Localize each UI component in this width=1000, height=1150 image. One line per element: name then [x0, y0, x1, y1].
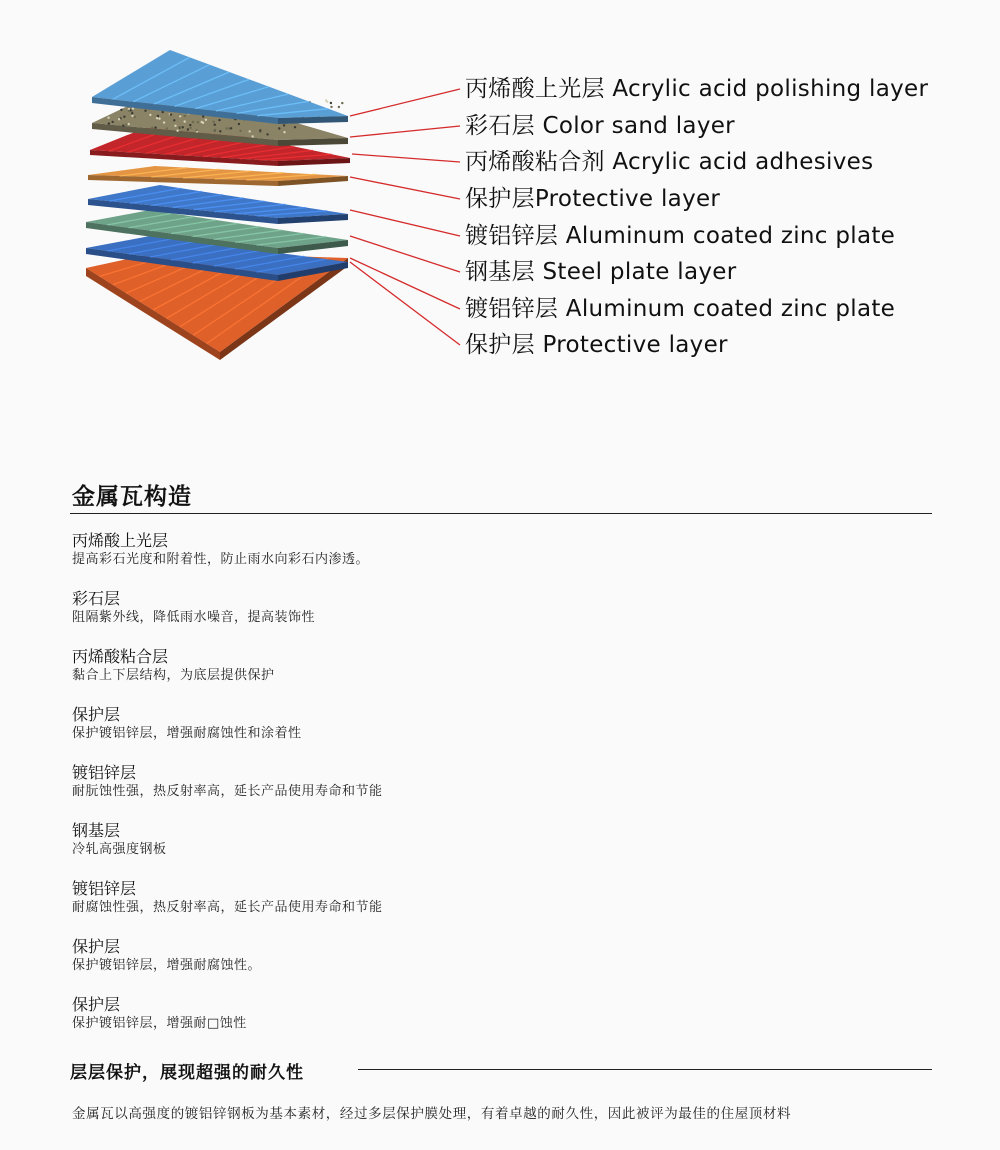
- sand-speck: [118, 118, 120, 120]
- layer-description: 保护镀铝锌层，增强耐腐蚀性和涂着性: [72, 726, 302, 741]
- sand-speck: [163, 121, 165, 123]
- sand-speck: [239, 130, 241, 132]
- sand-speck: [122, 125, 124, 127]
- sand-speck: [189, 124, 191, 126]
- sand-speck: [195, 129, 197, 131]
- layer-description-item: [72, 937, 932, 995]
- sand-speck: [283, 124, 285, 126]
- layer-description: 保护镀铝锌层，增强耐□蚀性: [72, 1016, 247, 1031]
- sand-speck: [131, 115, 133, 117]
- leader-line: [350, 236, 460, 272]
- layer-sheet-4: [88, 166, 348, 186]
- sand-speck: [134, 116, 136, 118]
- sand-speck: [144, 110, 146, 112]
- sand-speck: [202, 115, 204, 117]
- layer-name: 丙烯酸上光层: [72, 531, 169, 550]
- section-title: 金属瓦构造: [72, 484, 192, 510]
- sand-speck: [128, 123, 130, 125]
- layer-description: 提高彩石光度和附着性，防止雨水向彩石内渗透。: [72, 552, 370, 567]
- sand-speck: [338, 106, 340, 108]
- layer-label: 钢基层 Steel plate layer: [465, 259, 737, 285]
- layer-label: 丙烯酸粘合剂 Acrylic acid adhesives: [465, 149, 874, 175]
- sand-speck: [123, 116, 125, 118]
- layer-description: 黏合上下层结构，为底层提供保护: [72, 668, 275, 683]
- layer-description-item: [72, 589, 932, 647]
- sand-speck: [201, 121, 203, 123]
- sand-speck: [251, 135, 253, 137]
- sand-speck: [205, 119, 207, 121]
- sand-speck: [330, 102, 332, 104]
- layer-description-list: [72, 531, 932, 1053]
- layer-label: 镀铝锌层 Aluminum coated zinc plate: [465, 223, 896, 249]
- layer-description: 耐腐蚀性强，热反射率高，延长产品使用寿命和节能: [72, 900, 383, 915]
- sand-speck: [218, 119, 220, 121]
- sand-speck: [278, 127, 280, 129]
- layer-description-item: [72, 763, 932, 821]
- leader-line: [350, 177, 460, 199]
- sand-speck: [173, 119, 175, 121]
- layer-description-item: [72, 821, 932, 879]
- sand-speck: [166, 127, 168, 129]
- sand-speck: [128, 110, 130, 112]
- sand-speck: [238, 123, 240, 125]
- sand-speck: [341, 102, 343, 104]
- sand-speck: [266, 133, 268, 135]
- sand-speck: [149, 114, 151, 116]
- leader-line: [350, 258, 460, 309]
- layer-label: 丙烯酸上光层 Acrylic acid polishing layer: [465, 76, 929, 102]
- sand-speck: [151, 126, 153, 128]
- sand-speck: [283, 131, 285, 133]
- sand-speck: [180, 126, 182, 128]
- layer-description-item: [72, 705, 932, 763]
- sand-speck: [187, 128, 189, 130]
- sand-speck: [174, 125, 176, 127]
- sand-speck: [230, 127, 232, 129]
- sand-speck: [158, 118, 160, 120]
- layer-description-item: [72, 647, 932, 705]
- sand-speck: [212, 121, 214, 123]
- sand-speck: [132, 107, 134, 109]
- layer-name: 保护层: [72, 995, 121, 1014]
- layer-name: 彩石层: [72, 589, 121, 608]
- sand-speck: [156, 117, 158, 119]
- layer-name: 钢基层: [72, 821, 121, 840]
- sand-speck: [197, 121, 199, 123]
- sand-speck: [189, 127, 191, 129]
- sand-speck: [125, 123, 127, 125]
- leader-line: [350, 126, 460, 137]
- sand-speck: [154, 126, 156, 128]
- sand-speck: [108, 122, 110, 124]
- layer-description: 耐朊蚀性强，热反射率高，延长产品使用寿命和节能: [72, 784, 383, 799]
- layer-name: 丙烯酸粘合层: [72, 647, 169, 666]
- layer-name: 镀铝锌层: [72, 763, 137, 782]
- footer-text: 金属瓦以高强度的镀铝锌钢板为基本素材，经过多层保护膜处理，有着卓越的耐久性，因此被评为最佳的住屋顶材料: [72, 1106, 792, 1122]
- subsection-divider: [358, 1069, 932, 1070]
- layer-name: 镀铝锌层: [72, 879, 137, 898]
- leader-line: [350, 89, 460, 116]
- sand-speck: [249, 130, 251, 132]
- sand-speck: [162, 111, 164, 113]
- sand-speck: [184, 115, 186, 117]
- sand-speck: [325, 99, 327, 101]
- sand-speck: [259, 129, 261, 131]
- sand-speck: [112, 121, 114, 123]
- sand-speck: [157, 115, 159, 117]
- sand-speck: [225, 127, 227, 129]
- layer-label: 镀铝锌层 Aluminum coated zinc plate: [465, 296, 896, 322]
- layer-description-item: [72, 531, 932, 589]
- sand-speck: [170, 113, 172, 115]
- layer-description: 阻隔紫外线，降低雨水噪音，提高装饰性: [72, 610, 316, 625]
- layer-description: 保护镀铝锌层，增强耐腐蚀性。: [72, 958, 262, 973]
- layer-name: 保护层: [72, 705, 121, 724]
- sand-speck: [131, 112, 133, 114]
- sand-speck: [294, 126, 296, 128]
- leader-line: [352, 154, 460, 162]
- layer-name: 保护层: [72, 937, 121, 956]
- leader-line: [350, 262, 460, 345]
- sand-speck: [330, 106, 332, 108]
- sand-speck: [120, 109, 122, 111]
- title-divider: [70, 513, 932, 514]
- layer-label: 保护层 Protective layer: [465, 332, 728, 358]
- sand-speck: [107, 117, 109, 119]
- layer-description-item: [72, 995, 932, 1053]
- sand-speck: [219, 130, 221, 132]
- layer-description: 冷轧高强度钢板: [72, 842, 167, 857]
- layer-label: 保护层Protective layer: [465, 186, 721, 212]
- sand-speck: [214, 124, 216, 126]
- leader-line: [350, 210, 460, 236]
- subsection-title: 层层保护，展现超强的耐久性: [70, 1063, 304, 1083]
- sand-speck: [176, 130, 178, 132]
- sand-speck: [179, 115, 181, 117]
- sand-speck: [214, 129, 216, 131]
- layer-description-item: [72, 879, 932, 937]
- sand-speck: [184, 120, 186, 122]
- layer-label: 彩石层 Color sand layer: [465, 113, 735, 139]
- sand-speck: [192, 121, 194, 123]
